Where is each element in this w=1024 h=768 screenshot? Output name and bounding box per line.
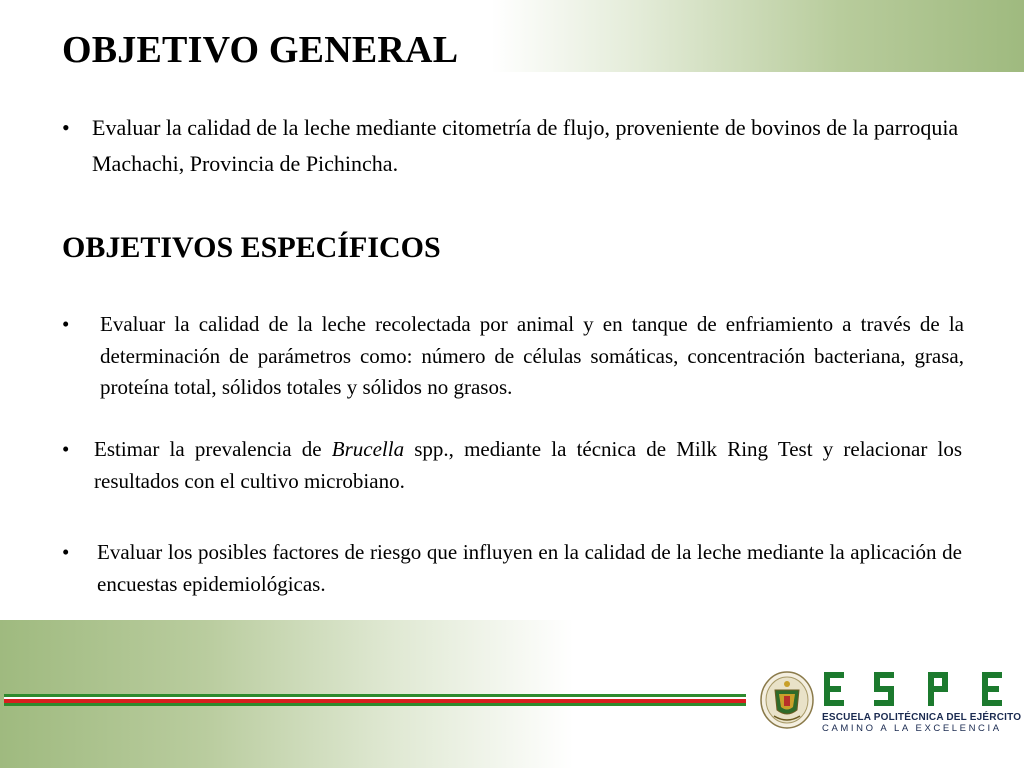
university-seal-icon (760, 670, 814, 730)
objective-text-end: spp., mediante la técnica de Milk Ring Test y relacionar los resultados con el cultivo microbiano. (94, 437, 962, 493)
slide-title: OBJETIVO GENERAL (62, 29, 459, 71)
bullet-icon: • (62, 437, 70, 461)
bullet-icon: • (62, 115, 70, 140)
general-objective-text: Evaluar la calidad de la leche mediante citometría de flujo, proveniente de bovinos de la parroquia Machachi, Provincia de Pichincha. (92, 115, 959, 176)
specific-objective-text: Evaluar la calidad de la leche recolectada por animal y en tanque de enfriamiento a través de la determinación de parámetros como: número de células somáticas, concentración bacteriana, grasa, proteína total, sólidos totales y sólidos no grasos. (100, 312, 964, 399)
specific-objective-item (62, 434, 962, 497)
bullet-icon: • (62, 540, 70, 564)
specific-objectives-title: OBJETIVOS ESPECÍFICOS (62, 231, 441, 264)
species-name-italic: Brucella (331, 437, 405, 461)
institution-motto: CAMINO A LA EXCELENCIA (822, 723, 1002, 734)
specific-objective-text (94, 434, 962, 497)
specific-objective-item (62, 537, 962, 600)
objective-text-start: Estimar la prevalencia de (94, 437, 332, 461)
institution-name: ESCUELA POLITÉCNICA DEL EJÉRCITO (822, 712, 1022, 723)
footer-stripe-green-bottom (4, 703, 746, 706)
espe-logo-wordmark (822, 670, 1006, 708)
general-objective-item (62, 110, 962, 182)
bullet-icon: • (62, 312, 70, 336)
specific-objective-text: Evaluar los posibles factores de riesgo que influyen en la calidad de la leche mediante la aplicación de encuestas epidemiológicas. (97, 540, 962, 596)
specific-objective-item (62, 309, 964, 404)
